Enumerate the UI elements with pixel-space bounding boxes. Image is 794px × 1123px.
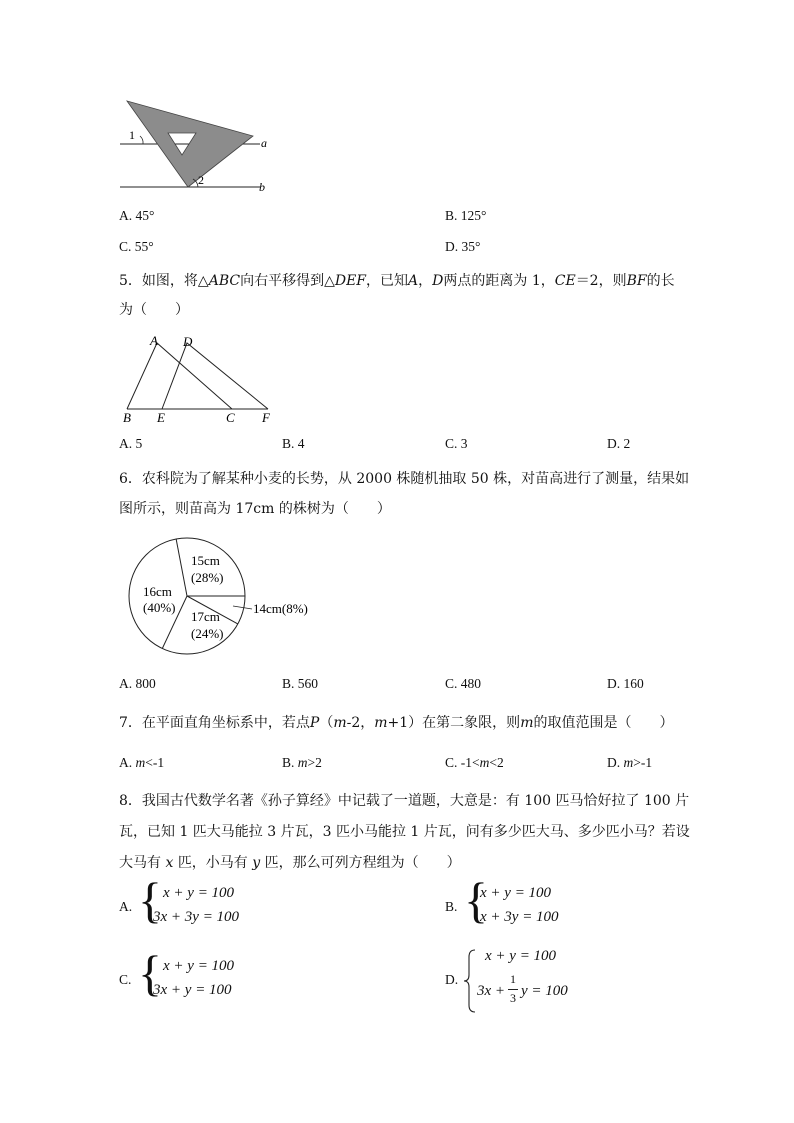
- q8-option-a-label: A.: [119, 899, 133, 914]
- q6-option-a[interactable]: A. 800: [119, 676, 156, 691]
- angle-1-arc: [140, 136, 143, 144]
- q6-question-line1: 6．农科院为了解某种小麦的长势，从 2000 株随机抽取 50 株，对苗高进行了测量，结果如: [119, 471, 690, 487]
- slice-17cm-percent: (24%): [191, 626, 224, 641]
- equation-2: 3x + y = 100: [153, 982, 232, 998]
- q8-option-b-label: B.: [445, 899, 458, 914]
- q6-question-line2: 图所示，则苗高为 17cm 的株树为（ ）: [119, 501, 391, 517]
- equation-1: x + y = 100: [163, 958, 235, 974]
- equation-2-right: y = 100: [521, 983, 568, 999]
- q4-figure: [110, 95, 280, 200]
- q7-option-c[interactable]: C. -1<m<2: [445, 755, 504, 770]
- q7-option-a[interactable]: A. m<-1: [119, 755, 165, 770]
- equation-1: x + y = 100: [485, 948, 557, 964]
- q8-question-line1: 8．我国古代数学名著《孙子算经》中记载了一道题，大意是：有 100 匹马恰好拉了 100 片: [119, 793, 690, 809]
- q8-question-line2: 瓦，已知 1 匹大马能拉 3 片瓦，3 匹小马能拉 1 片瓦，问有多少匹大马、多少匹小马？若设: [119, 824, 690, 840]
- q4-option-a[interactable]: A. 45°: [119, 208, 155, 223]
- q7-question: 7．在平面直角坐标系中，若点P（m-2，m+1）在第二象限，则m的取值范围是（ ）: [119, 715, 674, 731]
- q5-option-b[interactable]: B. 4: [282, 436, 305, 451]
- angle-1-label: 1: [129, 128, 135, 142]
- point-f-label: F: [262, 410, 270, 425]
- equation-2: x + 3y = 100: [480, 909, 559, 925]
- q5-question-line2: 为（ ）: [119, 302, 189, 318]
- q6-option-b[interactable]: B. 560: [282, 676, 319, 691]
- tall-brace-icon: [463, 949, 477, 1013]
- q7-option-d[interactable]: D. m>-1: [607, 755, 653, 770]
- q4-option-c[interactable]: C. 55°: [119, 239, 154, 254]
- fraction-bar: [508, 989, 518, 990]
- point-a-label: A: [150, 333, 158, 348]
- q5-option-a[interactable]: A. 5: [119, 436, 143, 451]
- fraction-numerator: 1: [510, 972, 516, 986]
- triangle-abc: [127, 343, 232, 409]
- slice-17cm-label: 17cm: [191, 609, 220, 624]
- q6-pie-chart: [125, 534, 325, 659]
- q8-question-line3: 大马有 x 匹，小马有 y 匹，那么可列方程组为（ ）: [119, 855, 461, 871]
- line-b-label: b: [259, 180, 265, 194]
- slice-14cm-label: 14cm(8%): [253, 601, 308, 616]
- slice-16cm-label: 16cm: [143, 584, 172, 599]
- line-a-label: a: [261, 136, 267, 150]
- q8-option-c-label: C.: [119, 972, 132, 987]
- brace-icon: {: [464, 872, 488, 928]
- q8-option-d[interactable]: [445, 945, 665, 1015]
- q5-figure: [115, 333, 285, 425]
- point-c-label: C: [226, 410, 235, 425]
- triangle-def: [162, 343, 268, 409]
- slice-14cm-leader: [233, 606, 252, 609]
- q5-option-c[interactable]: C. 3: [445, 436, 468, 451]
- q7-option-b[interactable]: B. m>2: [282, 755, 322, 770]
- pie-boundary-1: [176, 539, 187, 596]
- angle-2-label: 2: [198, 173, 204, 187]
- brace-icon: {: [138, 945, 162, 1001]
- point-d-label: D: [183, 334, 193, 349]
- equation-2-left: 3x +: [477, 983, 506, 999]
- q6-option-c[interactable]: C. 480: [445, 676, 482, 691]
- brace-icon: {: [138, 872, 162, 928]
- q4-option-b[interactable]: B. 125°: [445, 208, 487, 223]
- equation-2: 3x + 3y = 100: [153, 909, 240, 925]
- fraction-denominator: 3: [510, 991, 516, 1005]
- point-b-label: B: [123, 410, 131, 425]
- q5-question-line1: 5．如图，将△ABC向右平移得到△DEF，已知A，D两点的距离为 1，CE＝2，则BF的长: [119, 273, 675, 289]
- q8-option-a[interactable]: [119, 872, 319, 932]
- equation-1: x + y = 100: [163, 885, 235, 901]
- q8-option-b[interactable]: [445, 872, 645, 932]
- q8-option-d-label: D.: [445, 972, 459, 987]
- slice-15cm-percent: (28%): [191, 570, 224, 585]
- q5-option-d[interactable]: D. 2: [607, 436, 631, 451]
- slice-16cm-percent: (40%): [143, 600, 176, 615]
- point-e-label: E: [157, 410, 165, 425]
- q6-option-d[interactable]: D. 160: [607, 676, 644, 691]
- q5-number: 5．: [119, 273, 142, 289]
- equation-1: x + y = 100: [480, 885, 552, 901]
- q8-option-c[interactable]: [119, 945, 319, 1005]
- slice-15cm-label: 15cm: [191, 553, 220, 568]
- q4-option-d[interactable]: D. 35°: [445, 239, 481, 254]
